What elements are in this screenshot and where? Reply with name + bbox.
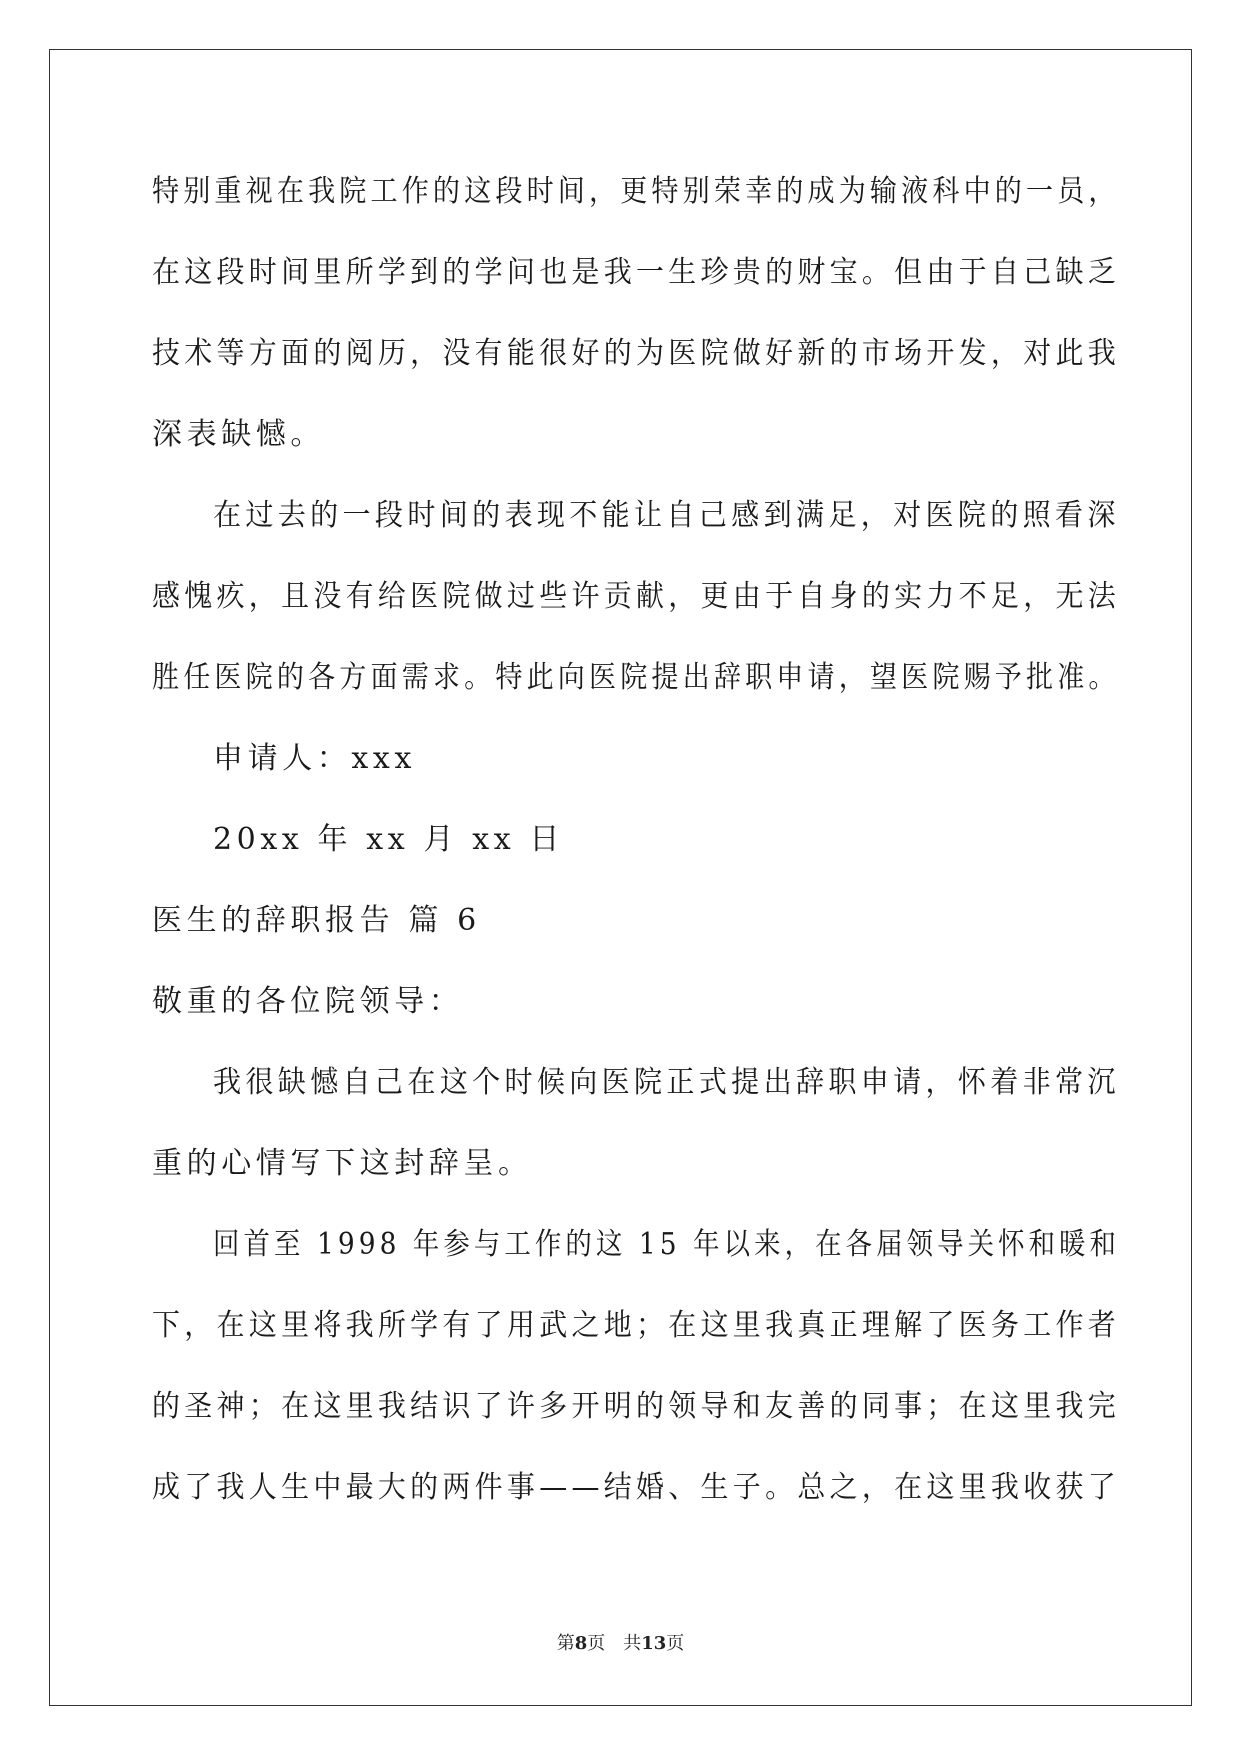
text-line: 重的心情写下这封辞呈。 <box>152 1146 533 1181</box>
text-line: 的圣神；在这里我结识了许多开明的领导和友善的同事；在这里我完 <box>152 1389 1120 1424</box>
page-total: 13 <box>641 1633 667 1654</box>
text-line: 在过去的一段时间的表现不能让自己感到满足，对医院的照看深 <box>213 498 1120 533</box>
page-footer <box>0 1632 1241 1656</box>
page-current: 8 <box>574 1633 588 1654</box>
page-border <box>49 49 1192 1706</box>
section-heading: 医生的辞职报告 篇 6 <box>152 903 481 938</box>
text-line: 技术等方面的阅历，没有能很好的为医院做好新的市场开发，对此我 <box>152 336 1120 371</box>
text-line: 胜任医院的各方面需求。特此向医院提出辞职申请，望医院赐予批准。 <box>152 660 1120 695</box>
text-line: 成了我人生中最大的两件事——结婚、生子。总之，在这里我收获了 <box>152 1470 1120 1505</box>
text-line: 我很缺憾自己在这个时候向医院正式提出辞职申请，怀着非常沉 <box>213 1065 1120 1100</box>
page-suffix: 页 <box>666 1633 685 1654</box>
text-line: 下，在这里将我所学有了用武之地；在这里我真正理解了医务工作者 <box>152 1308 1120 1343</box>
signature-applicant: 申请人：xxx <box>213 741 416 776</box>
text-line: 回首至 1998 年参与工作的这 15 年以来，在各届领导关怀和暖和 <box>213 1227 1121 1262</box>
page-prefix: 第 <box>556 1633 575 1654</box>
text-line: 在这段时间里所学到的学问也是我一生珍贵的财宝。但由于自己缺乏 <box>152 255 1120 290</box>
text-line: 深表缺憾。 <box>152 417 325 452</box>
signature-date: 20xx 年 xx 月 xx 日 <box>213 822 564 857</box>
salutation: 敬重的各位院领导： <box>152 984 464 1019</box>
text-line: 特别重视在我院工作的这段时间，更特别荣幸的成为输液科中的一员， <box>152 174 1120 209</box>
page-mid: 页 共 <box>587 1633 642 1654</box>
text-line: 感愧疚，且没有给医院做过些许贡献，更由于自身的实力不足，无法 <box>152 579 1120 614</box>
